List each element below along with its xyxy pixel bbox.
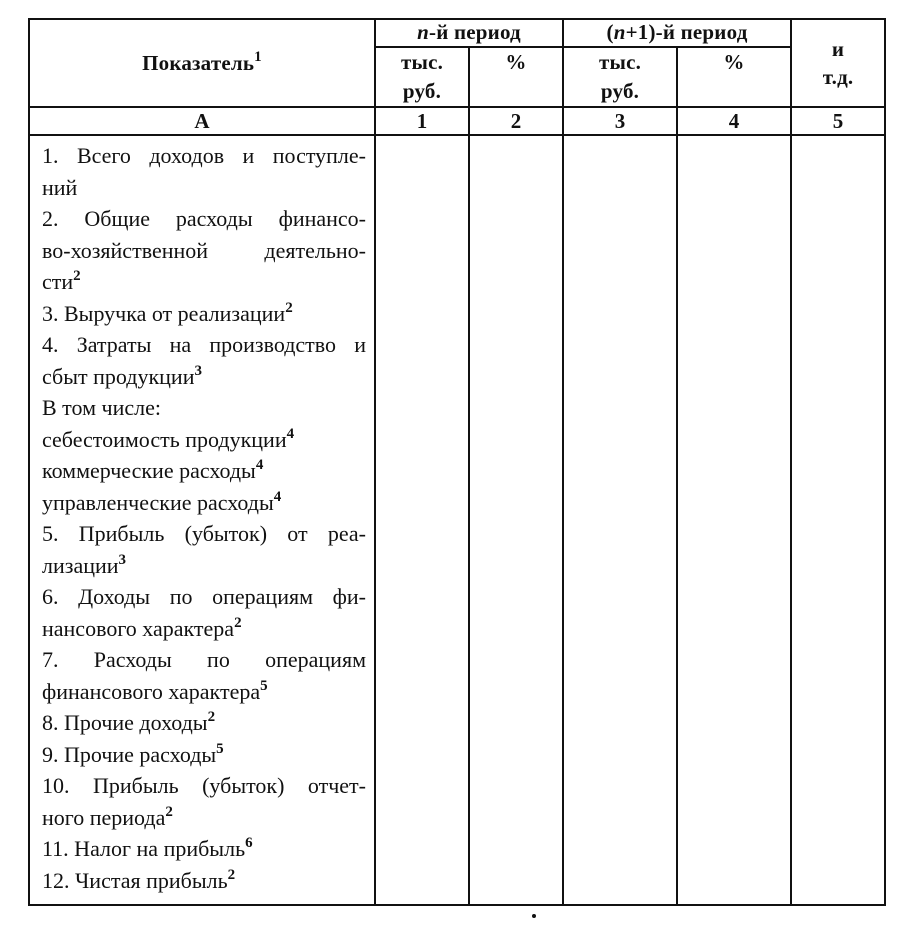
indicator-line: 1. Всего доходов и поступле-	[42, 143, 366, 168]
indicator-line: 9. Прочие расходы$^5$	[42, 740, 224, 767]
indicator-line: 3. Выручка от реализации$^2$	[42, 299, 293, 326]
indicator-line: 6. Доходы по операциям фи-	[42, 584, 366, 609]
unit-thousand-rub-header: тыс. руб.	[375, 47, 469, 107]
indicator-item	[42, 707, 366, 739]
indicator-item	[42, 203, 366, 298]
indicator-line: нансового характера$^2$	[42, 614, 242, 641]
empty-value-cell	[677, 135, 791, 905]
indicator-item	[42, 739, 366, 771]
unit-percent-header: %	[469, 47, 563, 107]
indicator-line: 4. Затраты на производство и	[42, 332, 366, 357]
footnote-mark: 6	[245, 835, 253, 851]
indicator-line: 2. Общие расходы финансо-	[42, 206, 366, 231]
indicator-line: во-хозяйственной деятельно-	[42, 237, 366, 263]
empty-value-cell	[563, 135, 677, 905]
indicator-item	[42, 770, 366, 833]
footnote-mark: 4	[255, 457, 264, 473]
column-number: 1	[375, 107, 469, 135]
indicator-line: 5. Прибыль (убыток) от реа-	[42, 521, 366, 546]
unit-percent-header: %	[677, 47, 791, 107]
column-number-row	[29, 107, 885, 135]
unit-thousand-rub-header: тыс. руб.	[563, 47, 677, 107]
footnote-mark: 2	[73, 268, 81, 284]
financial-results-table	[28, 18, 886, 906]
indicator-item	[42, 329, 366, 392]
indicator-line: 12. Чистая прибыль$^2$	[42, 866, 236, 893]
indicator-item	[42, 518, 366, 581]
body-row	[29, 135, 885, 905]
footnote-mark: 2	[207, 709, 216, 725]
etc-header: и т.д.	[791, 19, 885, 107]
period-n-plus-1-header: (n+1)-й период	[563, 19, 791, 47]
period-n-header: n-й период	[375, 19, 563, 47]
indicator-item	[42, 424, 366, 456]
indicator-line: 8. Прочие доходы$^2$	[42, 709, 216, 735]
indicator-header: Показатель$^1$	[29, 19, 375, 107]
indicator-item	[42, 644, 366, 707]
stray-dot-mark	[532, 914, 536, 918]
indicator-list	[29, 135, 375, 905]
indicator-line: сбыт продукции$^3$	[42, 362, 202, 389]
footnote-mark: 2	[285, 299, 293, 316]
footnote-mark: 5	[260, 677, 268, 694]
column-number: А	[29, 107, 375, 135]
indicator-line: 10. Прибыль (убыток) отчет-	[42, 773, 366, 798]
indicator-line: себестоимость продукции$^4$	[42, 425, 295, 452]
column-number: 5	[791, 107, 885, 135]
indicator-line: финансового характера$^5$	[42, 677, 268, 704]
indicator-line: управленческие расходы$^4$	[42, 488, 282, 515]
indicator-item	[42, 392, 366, 424]
empty-value-cell	[375, 135, 469, 905]
indicator-line: ний	[42, 174, 78, 200]
indicator-line: 7. Расходы по операциям	[42, 647, 366, 672]
indicator-line: В том числе:	[42, 395, 161, 420]
indicator-item	[42, 455, 366, 487]
column-number: 4	[677, 107, 791, 135]
footnote-mark: 2	[165, 803, 173, 820]
footnote-mark: 5	[216, 740, 224, 757]
footnote-mark: 2	[227, 866, 236, 883]
footnote-mark: 4	[286, 425, 295, 442]
empty-value-cell	[791, 135, 885, 905]
footnote-mark: 2	[234, 614, 242, 631]
indicator-item	[42, 865, 366, 897]
empty-value-cell	[469, 135, 563, 905]
indicator-footnote: 1	[254, 48, 262, 65]
indicator-line: коммерческие расходы$^4$	[42, 457, 264, 483]
indicator-item	[42, 140, 366, 203]
column-number: 3	[563, 107, 677, 135]
indicator-line: 11. Налог на прибыль$^6$	[42, 835, 253, 861]
indicator-item	[42, 487, 366, 519]
footnote-mark: 4	[273, 488, 282, 505]
indicator-line: ного периода$^2$	[42, 803, 173, 830]
footnote-mark: 3	[194, 362, 202, 379]
column-number: 2	[469, 107, 563, 135]
indicator-item	[42, 581, 366, 644]
indicator-item	[42, 298, 366, 330]
footnote-mark: 3	[118, 551, 127, 568]
indicator-line: сти$^2$	[42, 268, 81, 294]
indicator-line: лизации$^3$	[42, 551, 127, 578]
indicator-item	[42, 833, 366, 865]
